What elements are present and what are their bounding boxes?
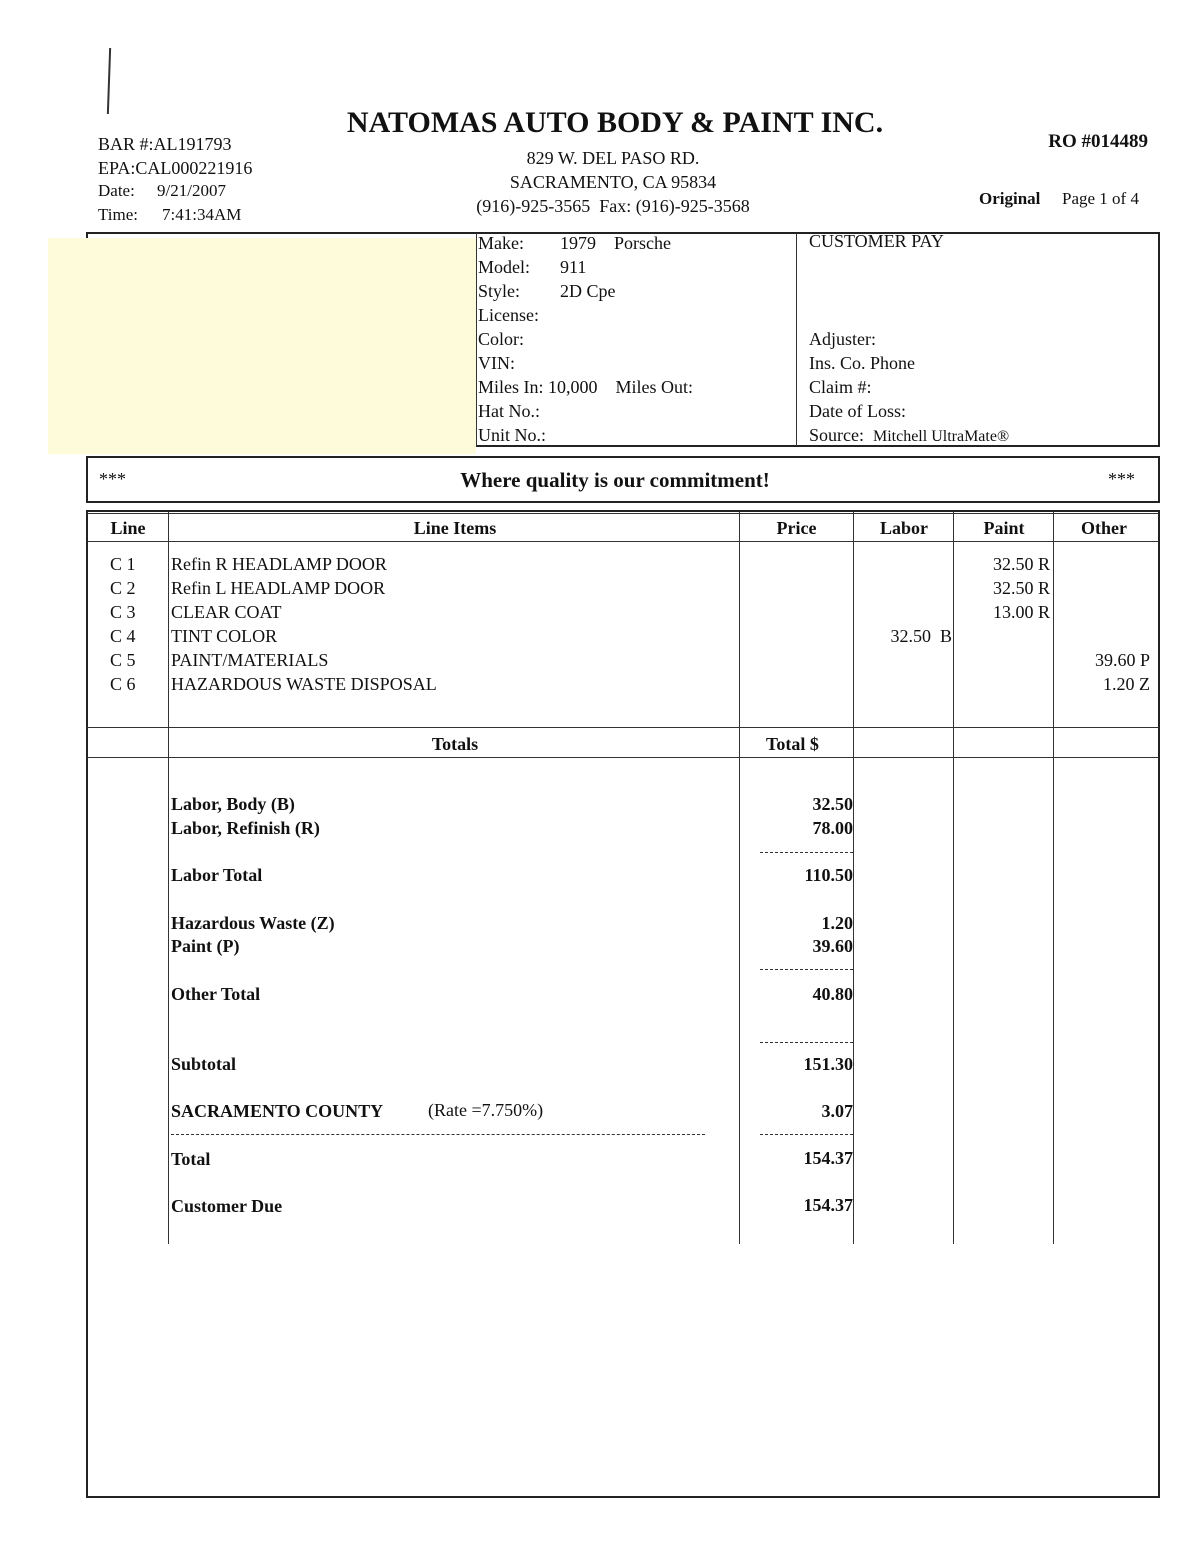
line-description: TINT COLOR: [171, 626, 278, 646]
color-label: Color:: [478, 329, 525, 349]
line-other: 1.20 Z: [1103, 674, 1150, 694]
line-number: C 6: [110, 674, 136, 694]
license-row: [478, 303, 693, 327]
col-header-line-bottom: [87, 541, 1159, 542]
col-header-other: Other: [1081, 518, 1127, 538]
source-row: [809, 423, 1009, 449]
redacted-customer-info: [48, 238, 476, 454]
color-row: [478, 327, 693, 351]
customer-due-value: 154.37: [803, 1195, 853, 1215]
bar-number: [98, 134, 232, 155]
total-dollars-header: Total $: [766, 734, 819, 754]
line-number: C 1: [110, 554, 136, 574]
line-number: C 5: [110, 650, 136, 670]
labor-body-value: 32.50: [812, 794, 853, 814]
claim-label: Claim #:: [809, 377, 872, 397]
line-paint: 32.50 R: [992, 554, 1050, 574]
source-value: Mitchell UltraMate®: [872, 428, 1010, 445]
subtotal-value: 151.30: [803, 1054, 853, 1074]
copy-type: Original: [979, 189, 1041, 208]
line-labor: 32.50 B: [890, 626, 952, 646]
model-value: 911: [560, 257, 587, 277]
other-total-value: 40.80: [812, 984, 853, 1004]
unit-label: Unit No.:: [478, 425, 547, 445]
vehicle-divider-1: [476, 233, 477, 446]
miles-out-label: Miles Out:: [615, 377, 694, 397]
totals-line-bottom: [87, 757, 1159, 758]
col-header-labor: Labor: [879, 518, 928, 538]
time-value: 7:41:34AM: [162, 205, 242, 224]
vehicle-divider-2: [796, 233, 797, 446]
hazardous-waste-value: 1.20: [821, 913, 853, 933]
other-total-label: Other Total: [171, 984, 261, 1004]
hazardous-waste-label: Hazardous Waste (Z): [171, 913, 335, 933]
date-label: Date:: [98, 181, 135, 200]
ro-number: RO #014489: [1048, 131, 1148, 152]
style-value: 2D Cpe: [560, 281, 616, 301]
make-row: [478, 231, 693, 255]
col-header-line-top: [87, 513, 1159, 514]
hat-row: [478, 399, 693, 423]
labor-refinish-value: 78.00: [812, 818, 853, 838]
separator: [171, 1134, 705, 1135]
line-description: Refin R HEADLAMP DOOR: [171, 554, 387, 574]
model-row: [478, 255, 693, 279]
vehicle-details: [478, 231, 693, 447]
table-row: [88, 624, 1156, 648]
subtotal-label: Subtotal: [171, 1054, 237, 1074]
source-label: Source:: [809, 425, 864, 445]
banner-motto: Where quality is our commitment!: [460, 468, 770, 492]
labor-body-label: Labor, Body (B): [171, 794, 295, 814]
epa-label: EPA:: [98, 158, 136, 178]
page-number: Page 1 of 4: [1062, 189, 1139, 208]
pay-type: CUSTOMER PAY: [809, 231, 944, 251]
bar-value: AL191793: [153, 134, 232, 154]
col-header-price: Price: [776, 518, 817, 538]
vin-row: [478, 351, 693, 375]
pen-mark: [107, 48, 111, 114]
loss-date-label: Date of Loss:: [809, 401, 906, 421]
epa-value: CAL000221916: [135, 158, 253, 178]
line-description: PAINT/MATERIALS: [171, 650, 329, 670]
tax-value: 3.07: [821, 1101, 853, 1121]
make-value: 1979 Porsche: [560, 233, 671, 253]
tax-rate: (Rate =7.750%): [428, 1100, 544, 1120]
customer-due-label: Customer Due: [171, 1196, 283, 1216]
banner-stars-left: ***: [99, 469, 126, 489]
table-row: [88, 672, 1156, 696]
miles-in-label: Miles In:: [478, 377, 544, 397]
line-items: [88, 552, 1156, 696]
separator: [760, 852, 853, 853]
model-label: Model:: [478, 257, 530, 277]
adjuster-label: Adjuster:: [809, 329, 876, 349]
license-label: License:: [478, 305, 539, 325]
table-row: [88, 576, 1156, 600]
total-value: 154.37: [803, 1148, 853, 1168]
totals-header: Totals: [431, 734, 479, 754]
line-description: HAZARDOUS WASTE DISPOSAL: [171, 674, 437, 694]
tax-label: SACRAMENTO COUNTY: [171, 1101, 384, 1121]
unit-row: [478, 423, 693, 447]
col-header-items: Line Items: [413, 518, 497, 538]
separator: [760, 1134, 853, 1135]
bar-label: BAR #:: [98, 134, 154, 154]
line-number: C 4: [110, 626, 136, 646]
miles-in-value: 10,000: [548, 377, 598, 397]
company-name: NATOMAS AUTO BODY & PAINT INC.: [346, 106, 884, 139]
company-address-1: 829 W. DEL PASO RD.: [526, 148, 700, 168]
separator: [760, 1042, 853, 1043]
col-header-paint: Paint: [983, 518, 1025, 538]
company-phones: (916)-925-3565 Fax: (916)-925-3568: [476, 196, 750, 216]
total-label: Total: [171, 1149, 211, 1169]
line-description: CLEAR COAT: [171, 602, 282, 622]
labor-refinish-label: Labor, Refinish (R): [171, 818, 320, 838]
epa-number: [98, 158, 252, 179]
paint-label: Paint (P): [171, 936, 240, 956]
vin-label: VIN:: [478, 353, 515, 373]
col-header-line: Line: [110, 518, 146, 538]
line-description: Refin L HEADLAMP DOOR: [171, 578, 386, 598]
line-number: C 3: [110, 602, 136, 622]
labor-total-value: 110.50: [804, 865, 853, 885]
make-label: Make:: [478, 233, 524, 253]
labor-total-label: Labor Total: [171, 865, 263, 885]
ins-phone-label: Ins. Co. Phone: [809, 353, 916, 373]
date-value: 9/21/2007: [157, 181, 226, 200]
hat-label: Hat No.:: [478, 401, 540, 421]
line-paint: 32.50 R: [992, 578, 1050, 598]
paint-value: 39.60: [812, 936, 853, 956]
separator: [760, 969, 853, 970]
company-address-2: SACRAMENTO, CA 95834: [509, 172, 717, 192]
style-row: [478, 279, 693, 303]
line-paint: 13.00 R: [992, 602, 1050, 622]
table-row: [88, 600, 1156, 624]
banner-stars-right: ***: [1108, 469, 1135, 489]
line-other: 39.60 P: [1094, 650, 1150, 670]
line-number: C 2: [110, 578, 136, 598]
miles-row: [478, 375, 693, 399]
insurance-details: [809, 327, 1009, 449]
table-row: [88, 648, 1156, 672]
style-label: Style:: [478, 281, 521, 301]
time-label: Time:: [98, 205, 139, 224]
table-row: [88, 552, 1156, 576]
totals-line-top: [87, 727, 1159, 728]
